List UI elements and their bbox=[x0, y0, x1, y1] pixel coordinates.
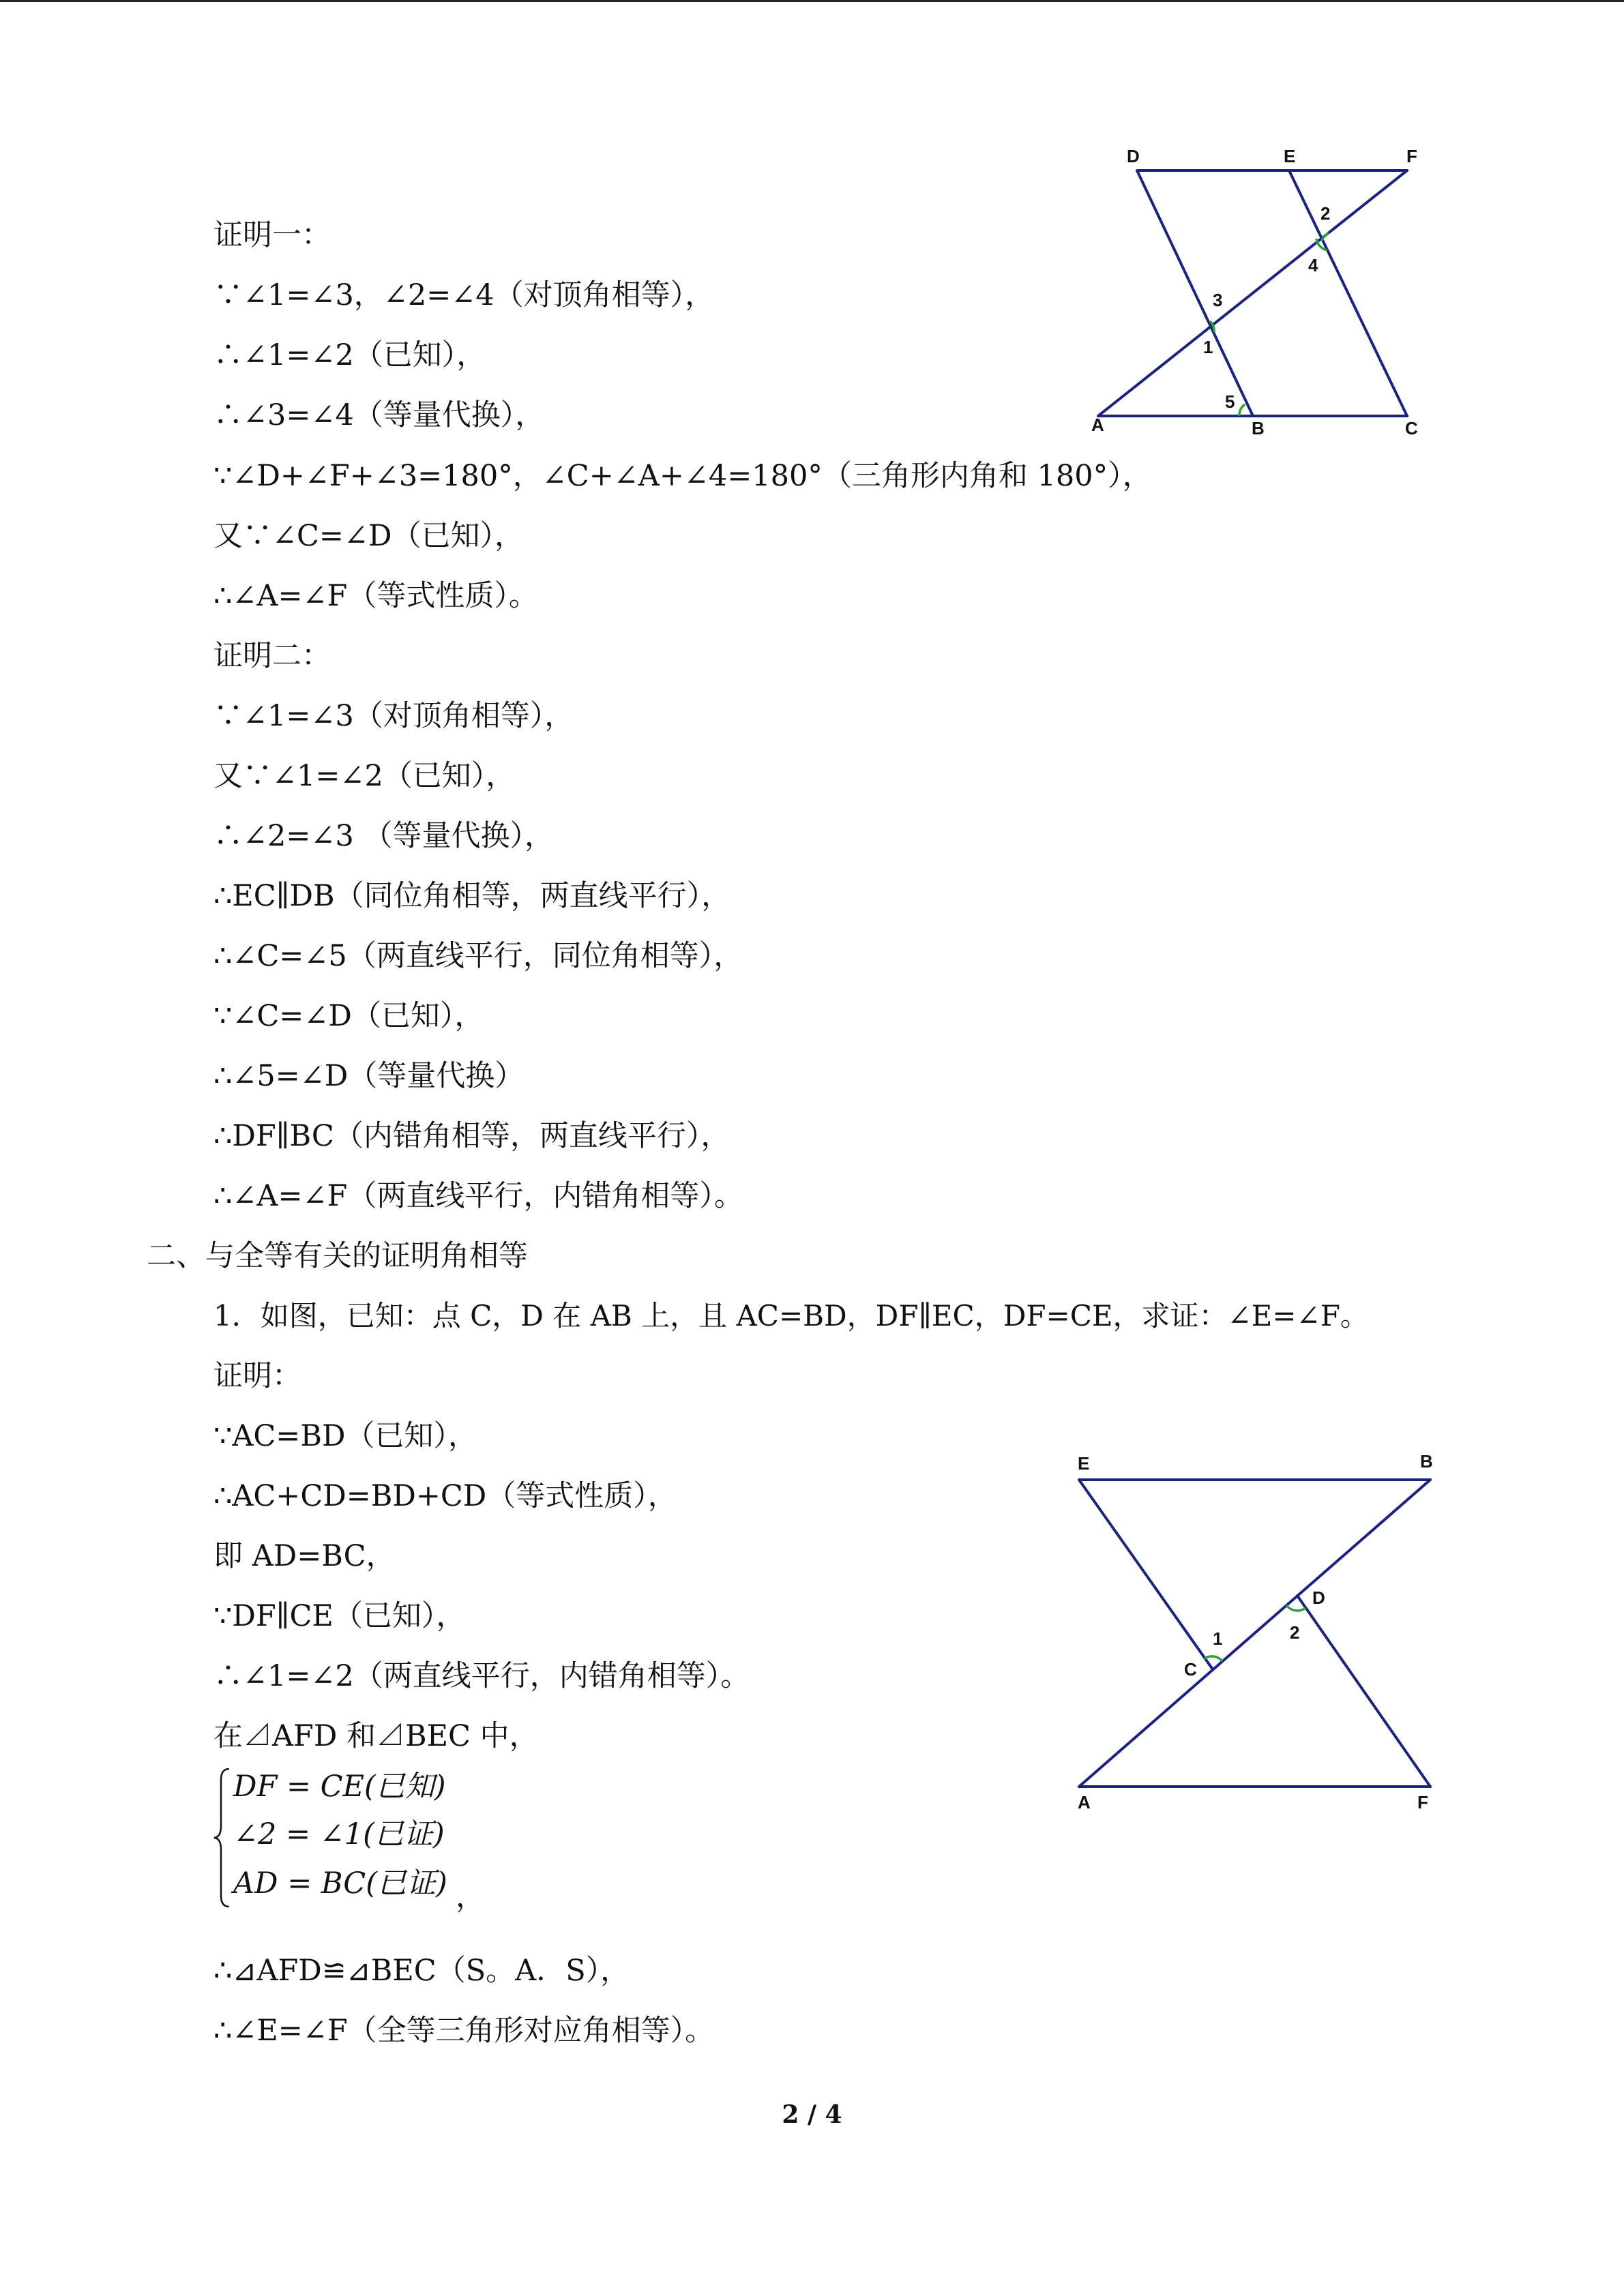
label-a: A bbox=[1091, 415, 1104, 435]
system-line-3: AD = BC(已证) bbox=[233, 1866, 447, 1900]
segment-ab bbox=[1079, 1480, 1430, 1787]
label-f: F bbox=[1417, 1792, 1428, 1813]
conclusion-step: ∴⊿AFD≌⊿BEC（S。A．S）， bbox=[213, 1954, 630, 1988]
figure-1-diagram bbox=[1078, 136, 1432, 443]
proof-step: 在⊿AFD 和⊿BEC 中， bbox=[213, 1719, 539, 1753]
proof-one-step: 又∵∠C=∠D（已知）， bbox=[213, 519, 524, 553]
angle-label-1: 1 bbox=[1213, 1628, 1223, 1649]
proof-step: ∵AC=BD（已知）， bbox=[213, 1419, 477, 1453]
proof-one-title: 证明一： bbox=[213, 218, 331, 252]
label-c: C bbox=[1405, 418, 1418, 438]
brace-bracket bbox=[211, 1766, 232, 1909]
proof-one-step: ∴∠1=∠2（已知）， bbox=[213, 338, 486, 372]
segment-db bbox=[1137, 170, 1253, 416]
proof-one-step: ∵∠1=∠3，∠2=∠4（对顶角相等）， bbox=[213, 278, 715, 312]
proof-two-step: ∴∠2=∠3 （等量代换）， bbox=[213, 819, 554, 853]
label-b: B bbox=[1420, 1451, 1433, 1472]
proof-step: ∴∠1=∠2（两直线平行，内错角相等）。 bbox=[213, 1659, 750, 1693]
system-trailing-comma: ， bbox=[456, 1880, 485, 1914]
proof-title: 证明： bbox=[213, 1359, 301, 1393]
label-b: B bbox=[1252, 418, 1265, 438]
proof-one-step: ∵∠D+∠F+∠3=180°，∠C+∠A+∠4=180°（三角形内角和 180°）， bbox=[213, 459, 1152, 493]
system-line-1: DF = CE(已知) bbox=[233, 1770, 446, 1804]
page-top-border bbox=[0, 0, 1624, 2]
proof-two-step: ∴EC∥DB（同位角相等，两直线平行）， bbox=[213, 879, 731, 913]
label-a: A bbox=[1078, 1792, 1091, 1813]
proof-two-step: 又∵∠1=∠2（已知）， bbox=[213, 759, 516, 793]
proof-two-step: ∴∠5=∠D（等量代换） bbox=[213, 1059, 525, 1093]
angle-arc-2 bbox=[1322, 233, 1329, 241]
label-e: E bbox=[1284, 146, 1296, 166]
angle-label-2: 2 bbox=[1320, 203, 1331, 224]
problem-statement: 1．如图，已知：点 C，D 在 AB 上，且 AC=BD，DF∥EC，DF=CE，求证：∠E=∠F。 bbox=[213, 1299, 1369, 1332]
segment-ec bbox=[1079, 1480, 1213, 1669]
proof-one-step: ∴∠3=∠4（等量代换）， bbox=[213, 398, 545, 432]
angle-arc-5 bbox=[1239, 404, 1245, 416]
label-d: D bbox=[1312, 1587, 1325, 1608]
angle-label-5: 5 bbox=[1225, 391, 1235, 412]
angle-label-3: 3 bbox=[1213, 290, 1223, 310]
system-line-2: ∠2 = ∠1(已证) bbox=[233, 1817, 445, 1851]
label-d: D bbox=[1127, 146, 1140, 166]
proof-two-step: ∵∠1=∠3（对顶角相等）， bbox=[213, 699, 574, 733]
segment-af bbox=[1098, 170, 1407, 416]
proof-step: 即 AD=BC， bbox=[213, 1539, 396, 1573]
angle-label-4: 4 bbox=[1308, 255, 1318, 275]
label-e: E bbox=[1078, 1453, 1090, 1474]
section-heading: 二、与全等有关的证明角相等 bbox=[147, 1239, 528, 1273]
figure-2-diagram bbox=[1064, 1446, 1446, 1828]
label-f: F bbox=[1406, 146, 1417, 166]
proof-two-step: ∴∠C=∠5（两直线平行，同位角相等）， bbox=[213, 939, 743, 973]
proof-two-step: ∵∠C=∠D（已知）， bbox=[213, 999, 484, 1033]
page-number: 2 / 4 bbox=[782, 2100, 842, 2129]
proof-one-step: ∴∠A=∠F（等式性质）。 bbox=[213, 579, 538, 613]
label-c: C bbox=[1184, 1659, 1197, 1680]
proof-two-step: ∴DF∥BC（内错角相等，两直线平行）， bbox=[213, 1119, 730, 1153]
angle-label-1: 1 bbox=[1203, 337, 1213, 357]
segment-df bbox=[1297, 1596, 1430, 1787]
conclusion-step: ∴∠E=∠F（全等三角形对应角相等）。 bbox=[213, 2014, 715, 2048]
segment-ec bbox=[1289, 170, 1407, 416]
proof-step: ∴AC+CD=BD+CD（等式性质）， bbox=[213, 1479, 677, 1513]
proof-step: ∵DF∥CE（已知）， bbox=[213, 1599, 466, 1633]
angle-label-2: 2 bbox=[1290, 1622, 1300, 1643]
proof-two-step: ∴∠A=∠F（两直线平行，内错角相等）。 bbox=[213, 1179, 743, 1213]
proof-two-title: 证明二： bbox=[213, 639, 331, 673]
angle-arc-2 bbox=[1286, 1605, 1305, 1611]
